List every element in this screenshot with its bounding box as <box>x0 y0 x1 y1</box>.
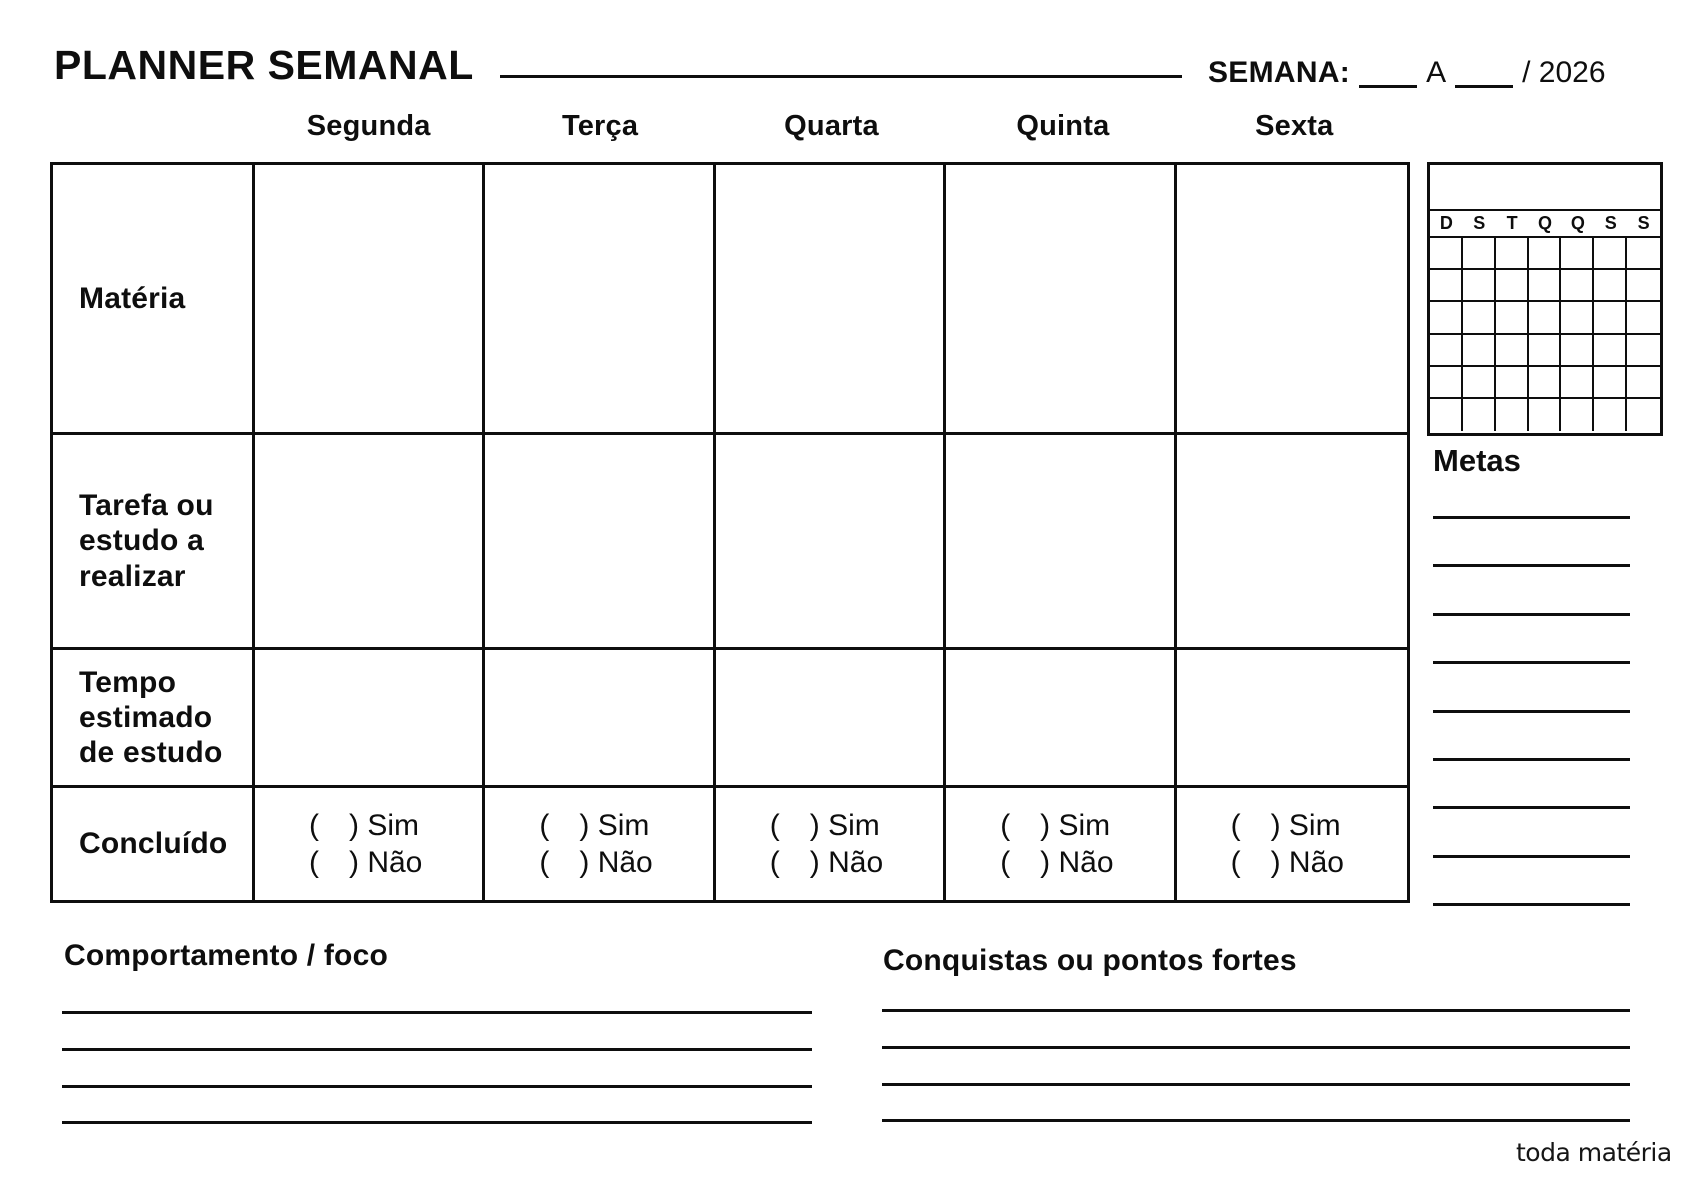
writing-line <box>1433 903 1630 951</box>
calendar-grid <box>1430 238 1660 431</box>
calendar-cell <box>1496 335 1529 367</box>
calendar-cell <box>1561 238 1594 270</box>
cell-tempo-sexta <box>1177 650 1407 788</box>
writing-line <box>62 1085 812 1122</box>
metas-title: Metas <box>1433 443 1521 478</box>
weekday-letter: Q <box>1537 213 1552 233</box>
calendar-cell <box>1561 270 1594 302</box>
calendar-cell <box>1529 270 1562 302</box>
calendar-cell <box>1529 238 1562 270</box>
option-nao: ( ) Não <box>1230 846 1344 879</box>
header-divider-rule <box>500 75 1182 78</box>
calendar-cell <box>1430 399 1463 431</box>
week-end-blank <box>1455 81 1513 88</box>
option-sim: ( ) Sim <box>539 809 650 842</box>
day-header-terca: Terça <box>561 110 639 142</box>
writing-line <box>62 1048 812 1085</box>
mini-calendar <box>1427 162 1663 436</box>
calendar-cell <box>1594 302 1627 334</box>
planner-table <box>50 162 1410 903</box>
cell-tempo-segunda <box>255 650 485 788</box>
calendar-cell <box>1529 399 1562 431</box>
achievements-title: Conquistas ou pontos fortes <box>883 944 1297 977</box>
calendar-cell <box>1430 367 1463 399</box>
calendar-cell <box>1594 399 1627 431</box>
calendar-cell <box>1463 270 1496 302</box>
weekday-letter: T <box>1506 213 1518 233</box>
cell-tarefa-terca <box>485 435 715 650</box>
week-year: / 2026 <box>1522 56 1606 89</box>
writing-line <box>1433 758 1630 806</box>
calendar-cell <box>1529 302 1562 334</box>
cell-concluido-terca <box>485 788 715 900</box>
calendar-cell <box>1430 302 1463 334</box>
writing-line <box>1433 806 1630 854</box>
cell-concluido-quarta <box>716 788 946 900</box>
calendar-cell <box>1627 335 1660 367</box>
week-field <box>1208 56 1606 90</box>
cell-tarefa-quinta <box>946 435 1176 650</box>
cell-concluido-quinta <box>946 788 1176 900</box>
writing-line <box>882 1083 1630 1120</box>
calendar-cell <box>1463 367 1496 399</box>
calendar-cell <box>1627 367 1660 399</box>
writing-line <box>1433 710 1630 758</box>
option-sim: ( ) Sim <box>769 809 880 842</box>
calendar-cell <box>1496 270 1529 302</box>
day-header-sexta: Sexta <box>1255 110 1334 142</box>
writing-line <box>1433 661 1630 709</box>
option-nao: ( ) Não <box>1000 846 1114 879</box>
option-nao: ( ) Não <box>309 846 423 879</box>
cell-concluido-segunda <box>255 788 485 900</box>
weekday-letter: Q <box>1570 213 1585 233</box>
cell-materia-quinta <box>946 165 1176 435</box>
day-header-quarta: Quarta <box>784 110 879 142</box>
calendar-cell <box>1529 367 1562 399</box>
weekday-letter: S <box>1604 213 1617 233</box>
day-headers <box>253 110 1410 150</box>
calendar-cell <box>1561 302 1594 334</box>
cell-tempo-terca <box>485 650 715 788</box>
row-label-tarefa: Tarefa ou estudo a realizar <box>53 435 255 650</box>
writing-line <box>62 1011 812 1048</box>
calendar-cell <box>1594 367 1627 399</box>
cell-materia-quarta <box>716 165 946 435</box>
calendar-cell <box>1627 399 1660 431</box>
behavior-focus-lines <box>62 1011 812 1158</box>
behavior-focus-title: Comportamento / foco <box>64 939 388 972</box>
option-sim: ( ) Sim <box>1230 809 1341 842</box>
calendar-cell <box>1463 302 1496 334</box>
row-label-concluido: Concluído <box>53 788 255 900</box>
calendar-cell <box>1463 335 1496 367</box>
option-nao: ( ) Não <box>769 846 884 879</box>
cell-tarefa-segunda <box>255 435 485 650</box>
cell-tempo-quarta <box>716 650 946 788</box>
calendar-cell <box>1463 399 1496 431</box>
weekday-letter: D <box>1439 213 1453 233</box>
option-sim: ( ) Sim <box>309 809 419 842</box>
writing-line <box>882 1046 1630 1083</box>
calendar-cell <box>1627 302 1660 334</box>
mini-calendar-weekday-row <box>1430 211 1660 238</box>
cell-materia-sexta <box>1177 165 1407 435</box>
writing-line <box>1433 855 1630 903</box>
calendar-cell <box>1594 238 1627 270</box>
cell-concluido-sexta <box>1177 788 1407 900</box>
writing-line <box>62 1121 812 1158</box>
cell-materia-terca <box>485 165 715 435</box>
writing-line <box>882 1009 1630 1046</box>
calendar-cell <box>1430 270 1463 302</box>
calendar-cell <box>1430 335 1463 367</box>
page-title: PLANNER SEMANAL <box>54 42 474 88</box>
writing-line <box>1433 564 1630 612</box>
calendar-cell <box>1627 238 1660 270</box>
day-header-quinta: Quinta <box>1016 110 1110 142</box>
cell-tempo-quinta <box>946 650 1176 788</box>
week-start-blank <box>1359 81 1417 88</box>
calendar-cell <box>1561 399 1594 431</box>
metas-lines <box>1433 516 1630 952</box>
week-label: SEMANA: <box>1208 56 1351 89</box>
day-header-segunda: Segunda <box>306 110 431 142</box>
achievements-lines <box>882 1009 1630 1156</box>
option-nao: ( ) Não <box>539 846 653 879</box>
calendar-cell <box>1430 238 1463 270</box>
cell-tarefa-sexta <box>1177 435 1407 650</box>
calendar-cell <box>1594 335 1627 367</box>
calendar-cell <box>1561 367 1594 399</box>
calendar-cell <box>1561 335 1594 367</box>
cell-materia-segunda <box>255 165 485 435</box>
week-connector: A <box>1426 56 1447 89</box>
calendar-cell <box>1594 270 1627 302</box>
writing-line <box>1433 516 1630 564</box>
calendar-cell <box>1529 335 1562 367</box>
cell-tarefa-quarta <box>716 435 946 650</box>
toda-materia-logo: toda matéria <box>1516 1138 1672 1167</box>
row-label-tempo: Tempo estimado de estudo <box>53 650 255 788</box>
calendar-cell <box>1496 302 1529 334</box>
calendar-cell <box>1627 270 1660 302</box>
option-sim: ( ) Sim <box>1000 809 1111 842</box>
weekday-letter: S <box>1473 213 1486 233</box>
mini-calendar-title-band <box>1430 165 1660 211</box>
calendar-cell <box>1496 238 1529 270</box>
row-label-materia: Matéria <box>53 165 255 435</box>
weekday-letter: S <box>1637 213 1650 233</box>
calendar-cell <box>1463 238 1496 270</box>
writing-line <box>1433 613 1630 661</box>
calendar-cell <box>1496 399 1529 431</box>
calendar-cell <box>1496 367 1529 399</box>
